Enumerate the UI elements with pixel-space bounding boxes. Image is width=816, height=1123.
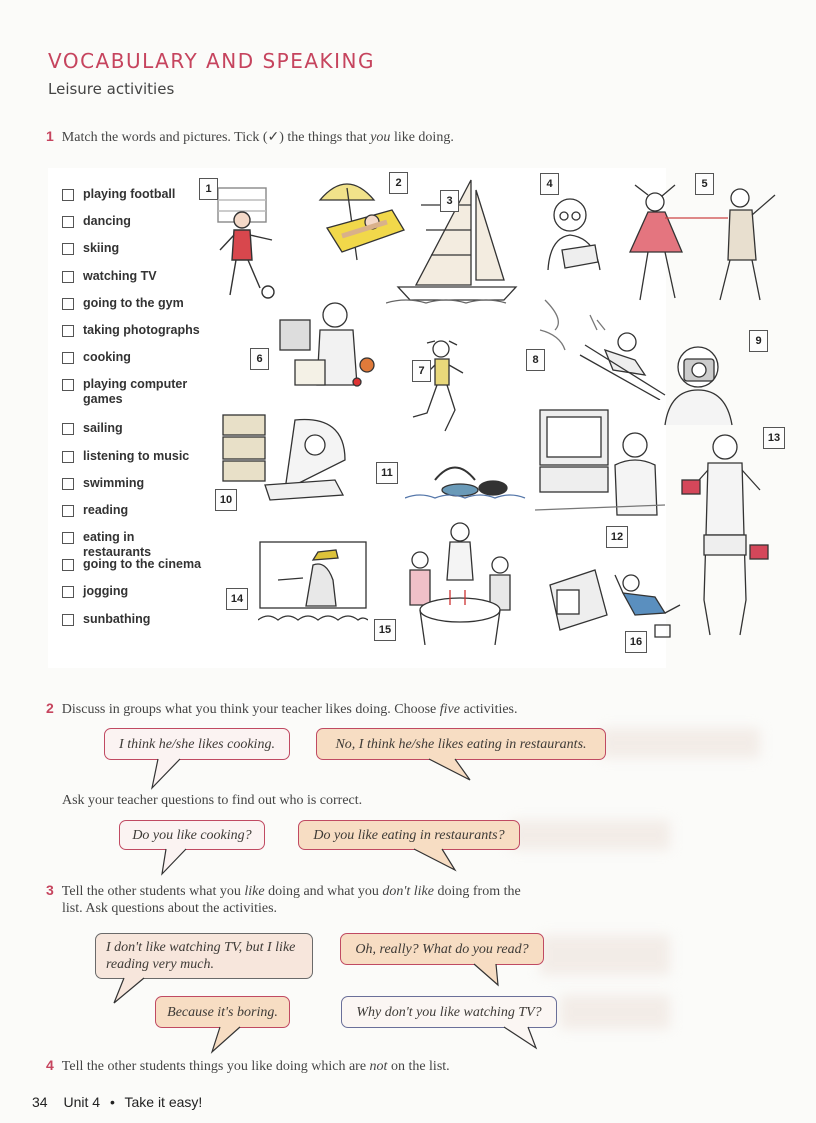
picture-number: 9 bbox=[749, 330, 768, 352]
speech-bubble-tail bbox=[425, 758, 475, 782]
speech-bubble: Do you like cooking? bbox=[119, 820, 265, 850]
speech-bubble: I think he/she likes cooking. bbox=[104, 728, 290, 760]
exercise-number: 1 bbox=[46, 128, 54, 144]
list-item: eating in restaurants bbox=[62, 530, 202, 557]
checkbox[interactable] bbox=[62, 271, 74, 283]
cooking-illustration bbox=[275, 290, 385, 395]
exercise-number: 2 bbox=[46, 700, 54, 716]
list-item: jogging bbox=[62, 584, 202, 611]
checkbox[interactable] bbox=[62, 478, 74, 490]
checkbox[interactable] bbox=[62, 586, 74, 598]
list-item: skiing bbox=[62, 241, 202, 268]
exercise-3-instruction: 3 Tell the other students what you like doing and what you don't like doing from the bbox=[46, 882, 521, 899]
unit-label: Unit 4 bbox=[63, 1094, 101, 1110]
picture-number: 12 bbox=[606, 526, 628, 548]
list-item: dancing bbox=[62, 214, 202, 241]
picture-number: 15 bbox=[374, 619, 396, 641]
picture-number: 10 bbox=[215, 489, 237, 511]
restaurant-illustration bbox=[395, 520, 525, 645]
gym-illustration bbox=[680, 425, 770, 640]
scan-shadow bbox=[600, 728, 760, 758]
checkbox[interactable] bbox=[62, 352, 74, 364]
list-item: playing computer games bbox=[62, 377, 202, 421]
reading-illustration bbox=[540, 190, 620, 275]
speech-bubble-tail bbox=[110, 977, 150, 1005]
watching-tv-illustration bbox=[545, 555, 685, 645]
scan-shadow bbox=[560, 995, 670, 1029]
checkbox[interactable] bbox=[62, 614, 74, 626]
picture-number: 8 bbox=[526, 349, 545, 371]
exercise-3-instruction-line-2: list. Ask questions about the activities. bbox=[62, 901, 278, 916]
page-subtitle: Leisure activities bbox=[48, 80, 175, 98]
speech-bubble-tail bbox=[500, 1026, 540, 1050]
speech-bubble-tail bbox=[410, 848, 460, 872]
checkbox[interactable] bbox=[62, 189, 74, 201]
exercise-number: 4 bbox=[46, 1057, 54, 1073]
exercise-4-instruction: 4 Tell the other students things you like doing which are not on the list. bbox=[46, 1057, 450, 1074]
speech-bubble-tail bbox=[210, 1026, 250, 1054]
unit-title: Take it easy! bbox=[124, 1094, 203, 1110]
speech-bubble: Do you like eating in restaurants? bbox=[298, 820, 520, 850]
picture-number: 2 bbox=[389, 172, 408, 194]
list-item: taking photographs bbox=[62, 323, 202, 350]
football-illustration bbox=[212, 180, 298, 305]
picture-number: 3 bbox=[440, 190, 459, 212]
checkbox[interactable] bbox=[62, 451, 74, 463]
list-item: sunbathing bbox=[62, 612, 202, 639]
dancing-illustration bbox=[620, 180, 780, 305]
speech-bubble: Why don't you like watching TV? bbox=[341, 996, 557, 1028]
speech-bubble: No, I think he/she likes eating in restaurants. bbox=[316, 728, 606, 760]
checkbox[interactable] bbox=[62, 505, 74, 517]
jogging-illustration bbox=[405, 335, 475, 435]
speech-bubble: I don't like watching TV, but I like reading very much. bbox=[95, 933, 313, 979]
list-item: listening to music bbox=[62, 449, 202, 476]
exercise-1-instruction: 1 Match the words and pictures. Tick (✓) the things that you like doing. bbox=[46, 128, 454, 145]
activity-checklist bbox=[62, 187, 202, 639]
speech-bubble-tail bbox=[470, 963, 510, 987]
list-item: sailing bbox=[62, 421, 202, 448]
list-item: watching TV bbox=[62, 269, 202, 296]
speech-bubble: Because it's boring. bbox=[155, 996, 290, 1028]
picture-number: 1 bbox=[199, 178, 218, 200]
cinema-illustration bbox=[258, 540, 368, 630]
list-item: going to the cinema bbox=[62, 557, 202, 584]
list-item: playing football bbox=[62, 187, 202, 214]
exercise-2-follow-up: Ask your teacher questions to find out who is correct. bbox=[62, 793, 363, 808]
list-item: going to the gym bbox=[62, 296, 202, 323]
checkbox[interactable] bbox=[62, 298, 74, 310]
checkbox[interactable] bbox=[62, 423, 74, 435]
computer-games-illustration bbox=[535, 405, 665, 525]
checkbox[interactable] bbox=[62, 559, 74, 571]
checkbox[interactable] bbox=[62, 325, 74, 337]
exercise-number: 3 bbox=[46, 882, 54, 898]
page-footer bbox=[32, 1094, 202, 1110]
checkbox[interactable] bbox=[62, 379, 74, 391]
footer-separator: • bbox=[109, 1094, 115, 1110]
picture-number: 11 bbox=[376, 462, 398, 484]
speech-bubble: Oh, really? What do you read? bbox=[340, 933, 544, 965]
picture-number: 7 bbox=[412, 360, 431, 382]
speech-bubble-tail bbox=[160, 848, 200, 876]
list-item: cooking bbox=[62, 350, 202, 377]
page-number: 34 bbox=[32, 1094, 48, 1110]
picture-number: 13 bbox=[763, 427, 785, 449]
speech-bubble-tail bbox=[150, 758, 190, 790]
picture-number: 5 bbox=[695, 173, 714, 195]
scan-shadow bbox=[540, 935, 670, 975]
scan-shadow bbox=[510, 820, 670, 850]
picture-number: 6 bbox=[250, 348, 269, 370]
checkbox[interactable] bbox=[62, 243, 74, 255]
swimming-illustration bbox=[405, 450, 530, 505]
checkbox[interactable] bbox=[62, 532, 74, 544]
list-item: reading bbox=[62, 503, 202, 530]
list-item: swimming bbox=[62, 476, 202, 503]
exercise-2-instruction: 2 Discuss in groups what you think your teacher likes doing. Choose five activities. bbox=[46, 700, 518, 717]
picture-number: 16 bbox=[625, 631, 647, 653]
picture-number: 4 bbox=[540, 173, 559, 195]
page-title: VOCABULARY AND SPEAKING bbox=[48, 49, 375, 73]
picture-number: 14 bbox=[226, 588, 248, 610]
checkbox[interactable] bbox=[62, 216, 74, 228]
